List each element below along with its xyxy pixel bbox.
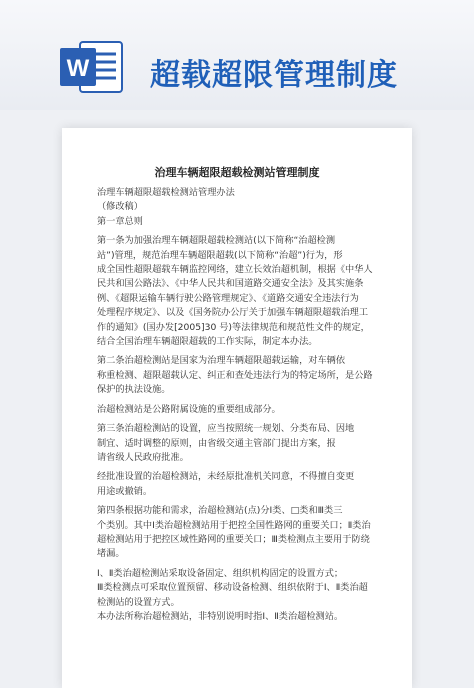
doc-line: 制宜、适时调整的原则，由省级交通主管部门提出方案，报 (97, 437, 336, 449)
doc-line: 第三条治超检测站的设置，应当按照统一规划、分类布局、因地 (97, 423, 355, 435)
doc-line: 处理程序规定》、以及《国务院办公厅关于加强车辆超限超载治理工 (97, 307, 369, 319)
doc-line: 治理车辆超限超载检测站管理办法 (97, 187, 235, 198)
doc-line: 民共和国公路法》、《中华人民共和国道路交通安全法》及其实施条 (97, 278, 364, 290)
doc-line: 成全国性超限超载车辆监控网络，建立长效治超机制，根据《中华人 (97, 264, 373, 276)
doc-line: 第四条根据功能和需求，治超检测站(点)分Ⅰ类、□类和Ⅲ类三 (97, 505, 343, 517)
doc-line: 超检测站用于把控区域性路网的重要关口；Ⅲ类检测点主要用于防绕 (97, 533, 370, 545)
doc-line: 结合全国治理车辆超限超载的工作实际，制定本办法。 (97, 336, 318, 348)
doc-line: 保护的执法设施。 (97, 384, 171, 396)
doc-line: 例、《超限运输车辆行驶公路管理规定》、《道路交通安全违法行为 (97, 292, 359, 304)
doc-line: 第二条治超检测站是国家为治理车辆超限超载运输，对车辆依 (97, 355, 346, 367)
word-document-icon (58, 38, 126, 96)
doc-line: 检测站的设置方式。 (97, 596, 180, 608)
doc-line: 作的通知》(国办发[2005]30 号)等法律规范和规范性文件的规定， (97, 321, 370, 333)
doc-line: 堵漏。 (97, 548, 125, 560)
doc-line: Ⅰ、Ⅱ类治超检测站采取设备固定、组织机构固定的设置方式； (97, 567, 344, 579)
doc-line: 本办法所称治超检测站，非特别说明时指Ⅰ、Ⅱ类治超检测站。 (97, 610, 344, 622)
document-heading: 治理车辆超限超载检测站管理制度 (154, 166, 320, 179)
doc-line: 请省级人民政府批准。 (97, 451, 189, 463)
doc-line: 站”)管理，规范治理车辆超限超载(以下简称“治超”)行为，形 (97, 249, 343, 261)
doc-line: 称重检测、超限超载认定、纠正和查处违法行为的特定场所，是公路 (97, 369, 373, 381)
doc-line: 第一条为加强治理车辆超限超载检测站(以下简称“治超检测 (97, 235, 336, 247)
doc-line: 个类别。其中Ⅰ类治超检测站用于把控全国性路网的重要关口；Ⅱ类治 (97, 519, 371, 531)
doc-line: 第一章总则 (97, 215, 143, 227)
doc-line: 经批准设置的治超检测站，未经原批准机关同意，不得擅自变更 (97, 471, 355, 483)
doc-line: Ⅲ类检测点可采取位置预留、移动设备检测、组织依附于Ⅰ、Ⅱ类治超 (97, 582, 368, 594)
doc-line: （修改稿） (97, 201, 143, 213)
document-body (97, 186, 382, 624)
document-page (62, 128, 412, 688)
doc-line: 治超检测站是公路附属设施的重要组成部分。 (97, 403, 281, 415)
doc-line: 用途或撤销。 (97, 485, 153, 497)
banner (0, 0, 474, 110)
page-title: 超载超限管理制度 (150, 58, 398, 93)
word-icon-letter: W (66, 55, 90, 82)
